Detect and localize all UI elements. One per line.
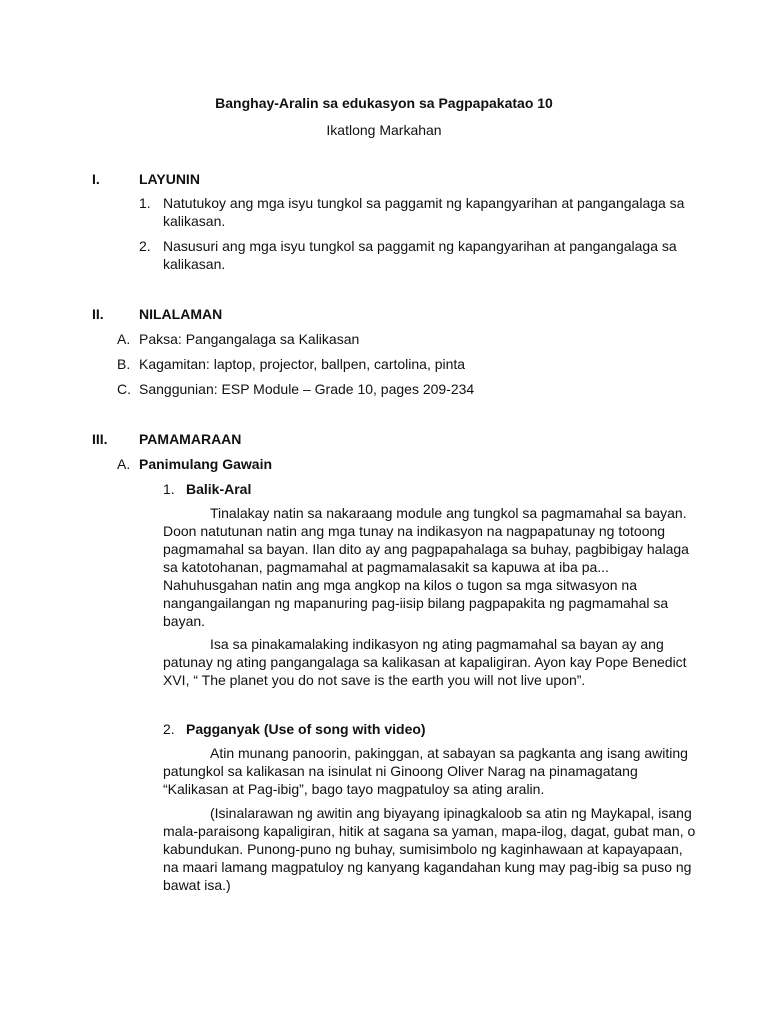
content-c-letter: C. <box>117 381 131 397</box>
section-1-numeral: I. <box>92 171 100 187</box>
content-b-letter: B. <box>117 356 131 372</box>
content-c-text: Sanggunian: ESP Module – Grade 10, pages 209-234 <box>139 381 475 397</box>
step-2-number: 2. <box>163 721 175 737</box>
section-2-numeral: II. <box>92 306 104 322</box>
procedure-a-title: Panimulang Gawain <box>139 456 273 472</box>
content-b-text: Kagamitan: laptop, projector, ballpen, cartolina, pinta <box>139 356 466 372</box>
step-2-paragraph-2: (Isinalarawan ng awitin ang biyayang ipinagkaloob sa atin ng Maykapal, isang mala-paraisong kapaligiran, hitik at sagana sa yaman, mapa-ilog, dagat, gubat man, o kabundukan. Punong-puno ng buhay, sumisimbolo ng kaginhawaan at kapayapaan, na maari lamang magpatuloy ng kanyang kagandahan kung may pag-ibig sa puso ng bawat isa.) <box>163 805 696 893</box>
section-1-heading: LAYUNIN <box>139 171 200 187</box>
step-1-paragraph-1: Tinalakay natin sa nakaraang module ang tungkol sa pagmamahal sa bayan. Doon natutunan natin ang mga tunay na indikasyon na nagpapatunay ng totoong pagmamahal sa bayan. Ilan dito ay ang pagpapahalaga sa buhay, pagbibigay halaga sa katotohanan, pagmamahal at pagmamalasakit sa kapuwa at iba pa... Nahuhusgahan natin ang mga angkop na kilos o tugon sa mga sitwasyon na nangangailangan ng mapanuring pag-iisip bilang pagpapakita ng pagmamahal sa bayan. <box>163 505 689 629</box>
step-2-title: Pagganyak (Use of song with video) <box>186 721 426 737</box>
step-1-paragraph-2: Isa sa pinakamalaking indikasyon ng ating pagmamahal sa bayan ay ang patunay ng ating pangangalaga sa kalikasan at kapaligiran. Ayon kay Pope Benedict XVI, “ The planet you do not save is the earth you will not live upon”. <box>163 636 687 688</box>
step-1-number: 1. <box>163 481 175 497</box>
section-3-numeral: III. <box>92 431 108 447</box>
document-title: Banghay-Aralin sa edukasyon sa Pagpapakatao 10 <box>215 95 553 111</box>
objective-1-number: 1. <box>139 195 151 211</box>
step-1-title: Balik-Aral <box>186 481 252 497</box>
procedure-a-letter: A. <box>117 456 131 472</box>
section-2-heading: NILALAMAN <box>139 306 223 322</box>
document-subtitle: Ikatlong Markahan <box>326 122 442 138</box>
content-a-letter: A. <box>117 331 131 347</box>
objective-1-text: Natutukoy ang mga isyu tungkol sa paggamit ng kapangyarihan at pangangalaga sa kalikasan. <box>163 195 685 229</box>
objective-2-text: Nasusuri ang mga isyu tungkol sa paggamit ng kapangyarihan at pangangalaga sa kalikasan. <box>163 238 677 272</box>
step-2-paragraph-1: Atin munang panoorin, pakinggan, at sabayan sa pagkanta ang isang awiting patungkol sa kalikasan na isinulat ni Ginoong Oliver Narag na pinamagatang “Kalikasan at Pag-ibig”, bago tayo magpatuloy sa ating aralin. <box>163 745 688 797</box>
objective-2-number: 2. <box>139 238 151 254</box>
section-3-heading: PAMAMARAAN <box>139 431 242 447</box>
content-a-text: Paksa: Pangangalaga sa Kalikasan <box>139 331 360 347</box>
